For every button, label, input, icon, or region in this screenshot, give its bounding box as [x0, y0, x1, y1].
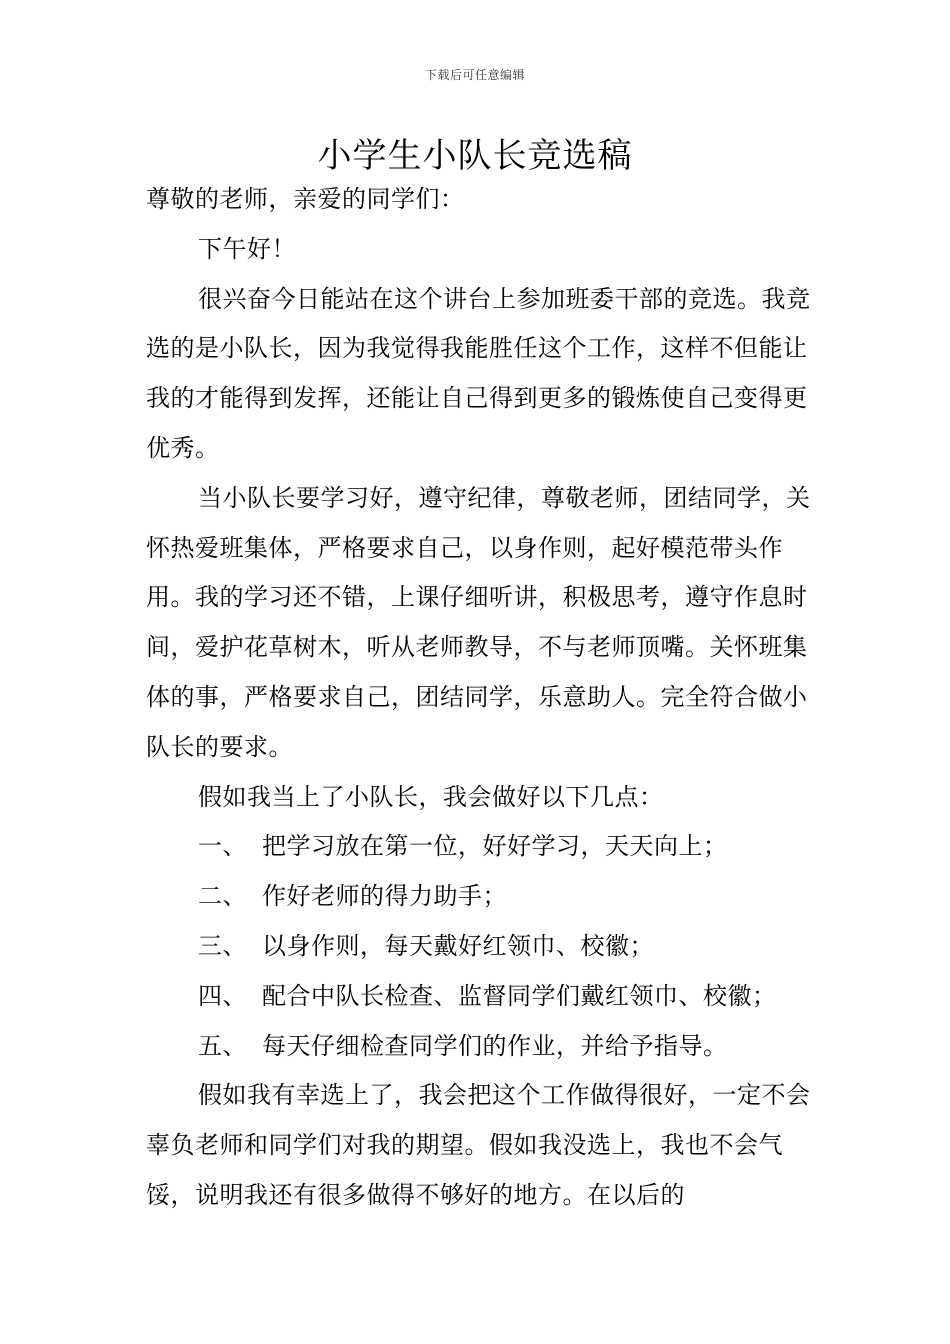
list-text: 把学习放在第一位，好好学习，天天向上；: [262, 832, 728, 861]
header-note: 下载后可任意编辑: [424, 68, 525, 82]
list-number: 五、: [198, 1031, 247, 1060]
document-title: 小学生小队长竞选稿: [317, 136, 633, 176]
list-item: [146, 922, 818, 972]
list-text: 以身作则，每天戴好红领巾、校徽；: [262, 931, 654, 960]
list-item: [146, 822, 818, 872]
list-item: [146, 972, 818, 1022]
paragraph: 很兴奋今日能站在这个讲台上参加班委干部的竞选。我竞选的是小队长，因为我觉得我能胜任这个工作，这样不但能让我的才能得到发挥，还能让自己得到更多的锻炼使自己变得更优秀。: [146, 284, 811, 462]
greeting: 下午好！: [198, 234, 296, 263]
list-number: 二、: [198, 882, 247, 911]
list-item: [146, 872, 818, 922]
list-text: 每天仔细检查同学们的作业，并给予指导。: [262, 1031, 728, 1060]
paragraph: 当小队长要学习好，遵守纪律，尊敬老师，团结同学，关怀热爱班集体，严格要求自己，以身作则，起好模范带头作用。我的学习还不错，上课仔细听讲，积极思考，遵守作息时间，爱护花草树木，听从老师教导，不与老师顶嘴。关怀班集体的事，严格要求自己，团结同学，乐意助人。完全符合做小队长的要求。: [146, 483, 811, 761]
list-number: 三、: [198, 931, 247, 960]
list-item: [146, 1022, 818, 1072]
document-body: [146, 175, 818, 1221]
list-text: 配合中队长检查、监督同学们戴红领巾、校徽；: [262, 981, 777, 1010]
list-text: 作好老师的得力助手；: [262, 882, 507, 911]
list-number: 四、: [198, 981, 247, 1010]
list-number: 一、: [198, 832, 247, 861]
salutation: 尊敬的老师，亲爱的同学们：: [146, 185, 465, 213]
closing-paragraph: 假如我有幸选上了，我会把这个工作做得很好，一定不会辜负老师和同学们对我的期望。假如我没选上，我也不会气馁，说明我还有很多做得不够好的地方。在以后的: [146, 1081, 811, 1209]
paragraph: 假如我当上了小队长，我会做好以下几点：: [198, 782, 664, 811]
